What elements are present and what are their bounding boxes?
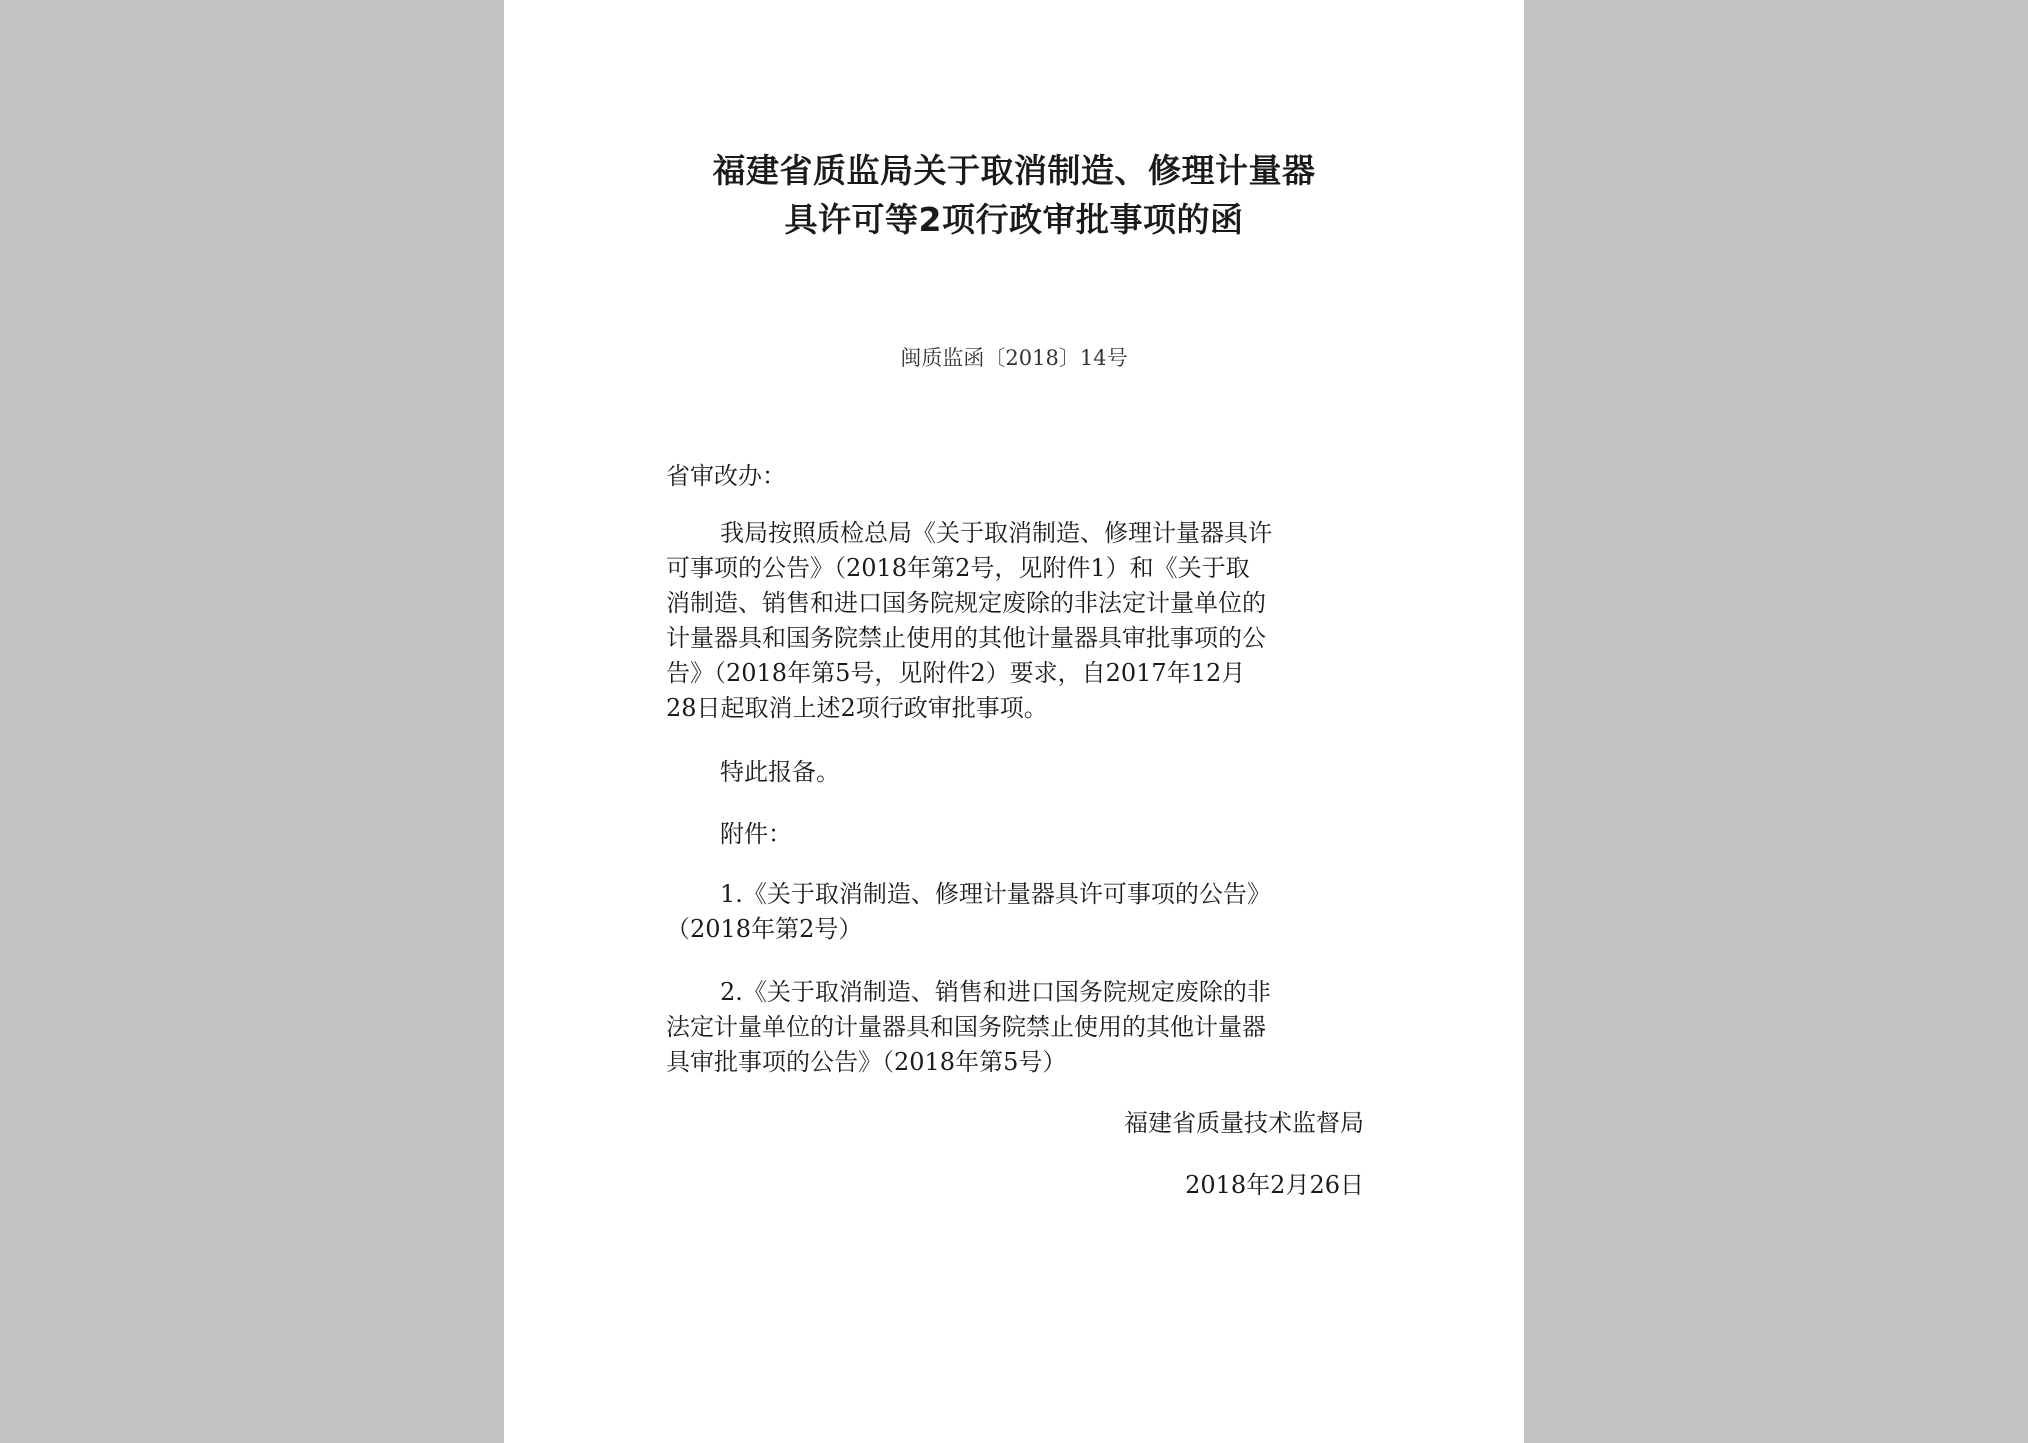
attachment-line: 2.《关于取消制造、销售和进口国务院规定废除的非 xyxy=(720,978,1271,1006)
document-number: 闽质监函〔2018〕14号 xyxy=(900,346,1128,370)
attachments-heading xyxy=(666,817,1356,852)
signature-organization: 福建省质量技术监督局 xyxy=(1124,1109,1364,1137)
body-line: 消制造、销售和进口国务院规定废除的非法定计量单位的 xyxy=(666,589,1266,617)
attachment-item-2 xyxy=(666,975,1356,1080)
title-line: 具许可等2项行政审批事项的函 xyxy=(784,200,1244,239)
recipient: 省审改办： xyxy=(666,462,786,490)
body-line: 告》（2018年第5号，见附件2）要求，自2017年12月 xyxy=(666,659,1246,687)
closing-paragraph xyxy=(666,755,1356,790)
title-line: 福建省质监局关于取消制造、修理计量器 xyxy=(712,151,1316,190)
body-paragraph xyxy=(666,516,1356,726)
attachment-line: 具审批事项的公告》（2018年第5号） xyxy=(666,1048,1067,1076)
attachment-line: （2018年第2号） xyxy=(666,915,863,943)
attachment-line: 1.《关于取消制造、修理计量器具许可事项的公告》 xyxy=(720,880,1271,908)
signature-date: 2018年2月26日 xyxy=(1185,1171,1364,1199)
body-line: 计量器具和国务院禁止使用的其他计量器具审批事项的公 xyxy=(666,624,1266,652)
body-line: 28日起取消上述2项行政审批事项。 xyxy=(666,694,1048,722)
closing-line: 特此报备。 xyxy=(720,758,840,786)
body-line: 可事项的公告》（2018年第2号，见附件1）和《关于取 xyxy=(666,554,1250,582)
document-page xyxy=(504,0,1524,1443)
body-line: 我局按照质检总局《关于取消制造、修理计量器具许 xyxy=(720,519,1272,547)
attachments-label: 附件： xyxy=(720,820,792,848)
document-title xyxy=(664,146,1364,244)
attachment-line: 法定计量单位的计量器具和国务院禁止使用的其他计量器 xyxy=(666,1013,1266,1041)
attachment-item-1 xyxy=(666,877,1356,947)
